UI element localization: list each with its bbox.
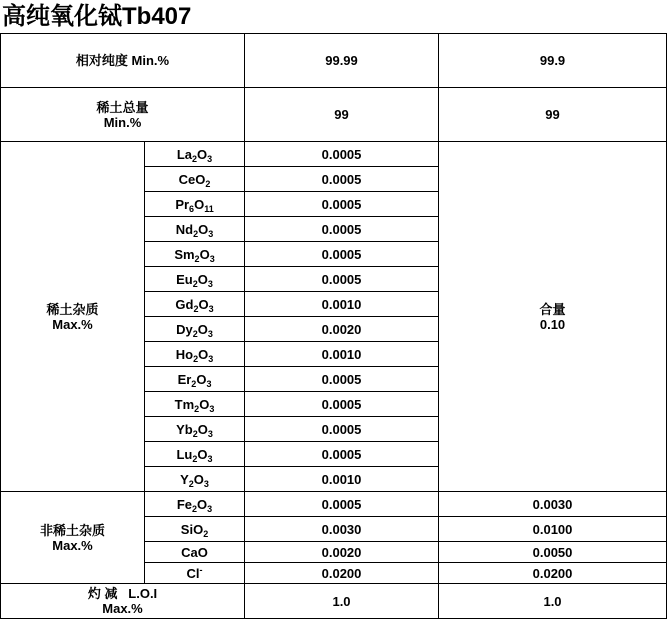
formula-text: Gd — [175, 296, 194, 312]
treo-grade-b: 99 — [439, 88, 667, 142]
impurity-formula — [145, 417, 245, 442]
formula-text: SiO — [180, 521, 204, 537]
impurity-value-grade-b: 0.0200 — [439, 563, 667, 584]
formula-text: Er — [177, 371, 192, 387]
formula-subscript: 2 — [192, 428, 198, 439]
loi-label — [1, 584, 245, 619]
impurity-value-grade-a: 0.0005 — [245, 217, 439, 242]
spec-table — [0, 33, 667, 619]
formula-subscript: 2 — [194, 253, 200, 264]
formula-subscript: 2 — [192, 328, 198, 339]
impurity-value-grade-a: 0.0005 — [245, 367, 439, 392]
formula-text: O — [198, 346, 209, 362]
page-title: 高纯氧化铽Tb407 — [2, 3, 192, 30]
formula-subscript: 3 — [207, 153, 213, 164]
formula-text: Sm — [174, 246, 195, 262]
formula-subscript: 2 — [193, 353, 199, 364]
treo-label-line2: Min.% — [103, 114, 142, 130]
impurity-formula — [145, 467, 245, 492]
loi-label-line2: Max.% — [102, 601, 143, 616]
impurity-formula — [145, 267, 245, 292]
formula-subscript: 3 — [207, 428, 213, 439]
re-total-grade-b-line1: 合量 — [539, 301, 566, 317]
impurity-value-grade-a: 0.0005 — [245, 492, 439, 517]
formula-subscript: 3 — [209, 253, 215, 264]
formula-subscript: 11 — [204, 203, 214, 214]
formula-text: Cl — [186, 565, 200, 581]
impurity-value-grade-a: 0.0020 — [245, 542, 439, 563]
formula-subscript: 3 — [207, 328, 213, 339]
purity-label: 相对纯度 Min.% — [1, 34, 245, 88]
impurity-value-grade-a: 0.0005 — [245, 417, 439, 442]
formula-subscript: 2 — [192, 153, 198, 164]
impurity-value-grade-b: 0.0050 — [439, 542, 667, 563]
impurity-formula — [145, 242, 245, 267]
formula-subscript: 3 — [207, 453, 213, 464]
formula-text: Y — [180, 471, 189, 487]
impurity-formula — [145, 142, 245, 167]
re-impurities-label-line1: 稀土杂质 — [46, 301, 99, 317]
impurity-value-grade-a: 0.0005 — [245, 392, 439, 417]
formula-text: CaO — [181, 544, 208, 560]
impurity-formula — [145, 442, 245, 467]
formula-text: CeO — [178, 171, 206, 187]
row-treo — [1, 88, 667, 142]
formula-text: O — [197, 321, 208, 337]
formula-subscript: 2 — [192, 453, 198, 464]
purity-grade-a: 99.99 — [245, 34, 439, 88]
formula-subscript: 3 — [208, 353, 214, 364]
formula-subscript: 3 — [206, 378, 212, 389]
formula-subscript: 2 — [203, 528, 209, 539]
non-re-impurities-label — [1, 492, 145, 584]
formula-subscript: 3 — [207, 278, 213, 289]
formula-subscript: 2 — [193, 228, 199, 239]
impurity-formula — [145, 192, 245, 217]
row-purity — [1, 34, 667, 88]
re-impurities-label — [1, 142, 145, 492]
formula-text: O — [199, 246, 210, 262]
treo-grade-a: 99 — [245, 88, 439, 142]
impurity-value-grade-a: 0.0005 — [245, 442, 439, 467]
impurity-value-grade-a: 0.0005 — [245, 167, 439, 192]
formula-text: O — [198, 296, 209, 312]
impurity-formula — [145, 342, 245, 367]
formula-text: O — [197, 146, 208, 162]
formula-text: Yb — [176, 421, 193, 437]
impurity-formula — [145, 492, 245, 517]
formula-subscript: 6 — [189, 203, 195, 214]
re-total-grade-b — [439, 142, 667, 492]
impurity-value-grade-a: 0.0030 — [245, 517, 439, 542]
formula-text: Nd — [175, 221, 194, 237]
impurity-value-grade-a: 0.0010 — [245, 342, 439, 367]
formula-subscript: 3 — [209, 403, 215, 414]
impurity-formula — [145, 517, 245, 542]
impurity-value-grade-a: 0.0010 — [245, 467, 439, 492]
formula-text: O — [194, 196, 205, 212]
impurity-formula — [145, 542, 245, 563]
formula-text: O — [197, 421, 208, 437]
formula-text: Eu — [176, 271, 193, 287]
impurity-value-grade-a: 0.0005 — [245, 267, 439, 292]
formula-subscript: 2 — [193, 303, 199, 314]
formula-text: O — [197, 271, 208, 287]
impurity-value-grade-a: 0.0010 — [245, 292, 439, 317]
impurity-value-grade-a: 0.0200 — [245, 563, 439, 584]
impurity-value-grade-b: 0.0030 — [439, 492, 667, 517]
formula-text: La — [176, 146, 193, 162]
table-row — [1, 492, 667, 517]
non-re-impurities-label-line2: Max.% — [52, 537, 93, 553]
impurity-value-grade-a: 0.0020 — [245, 317, 439, 342]
formula-subscript: 2 — [191, 378, 197, 389]
impurity-formula — [145, 292, 245, 317]
formula-text: O — [197, 446, 208, 462]
impurity-value-grade-a: 0.0005 — [245, 142, 439, 167]
loi-grade-b: 1.0 — [439, 584, 667, 619]
formula-text: Tm — [174, 396, 195, 412]
formula-subscript: 2 — [205, 178, 211, 189]
impurity-formula — [145, 563, 245, 584]
formula-subscript: 2 — [192, 503, 198, 514]
formula-subscript: 2 — [188, 478, 194, 489]
formula-subscript: 3 — [208, 303, 214, 314]
formula-subscript: 3 — [208, 228, 214, 239]
impurity-formula — [145, 317, 245, 342]
re-impurities-label-line2: Max.% — [52, 316, 93, 332]
impurity-formula — [145, 392, 245, 417]
formula-subscript: 3 — [207, 503, 213, 514]
impurity-value-grade-b: 0.0100 — [439, 517, 667, 542]
row-loi — [1, 584, 667, 619]
formula-subscript: 2 — [194, 403, 200, 414]
formula-text: O — [199, 396, 210, 412]
table-row — [1, 142, 667, 167]
loi-grade-a: 1.0 — [245, 584, 439, 619]
impurity-value-grade-a: 0.0005 — [245, 242, 439, 267]
formula-subscript: 2 — [192, 278, 198, 289]
formula-text: O — [198, 221, 209, 237]
treo-label-line1: 稀土总量 — [96, 99, 149, 115]
formula-text: O — [196, 371, 207, 387]
loi-label-line1: 灼 减 L.O.I — [87, 586, 158, 601]
formula-subscript: - — [199, 564, 203, 575]
impurity-value-grade-a: 0.0005 — [245, 192, 439, 217]
formula-text: O — [197, 496, 208, 512]
formula-text: Fe — [176, 496, 193, 512]
non-re-impurities-label-line1: 非稀土杂质 — [39, 522, 105, 538]
formula-text: Dy — [176, 321, 193, 337]
purity-grade-b: 99.9 — [439, 34, 667, 88]
formula-text: O — [193, 471, 204, 487]
impurity-formula — [145, 367, 245, 392]
impurity-formula — [145, 167, 245, 192]
treo-label — [1, 88, 245, 142]
impurity-formula — [145, 217, 245, 242]
formula-subscript: 3 — [203, 478, 209, 489]
formula-text: Ho — [175, 346, 194, 362]
re-total-grade-b-line2: 0.10 — [539, 316, 566, 332]
formula-text: Pr — [175, 196, 190, 212]
formula-text: Lu — [176, 446, 193, 462]
